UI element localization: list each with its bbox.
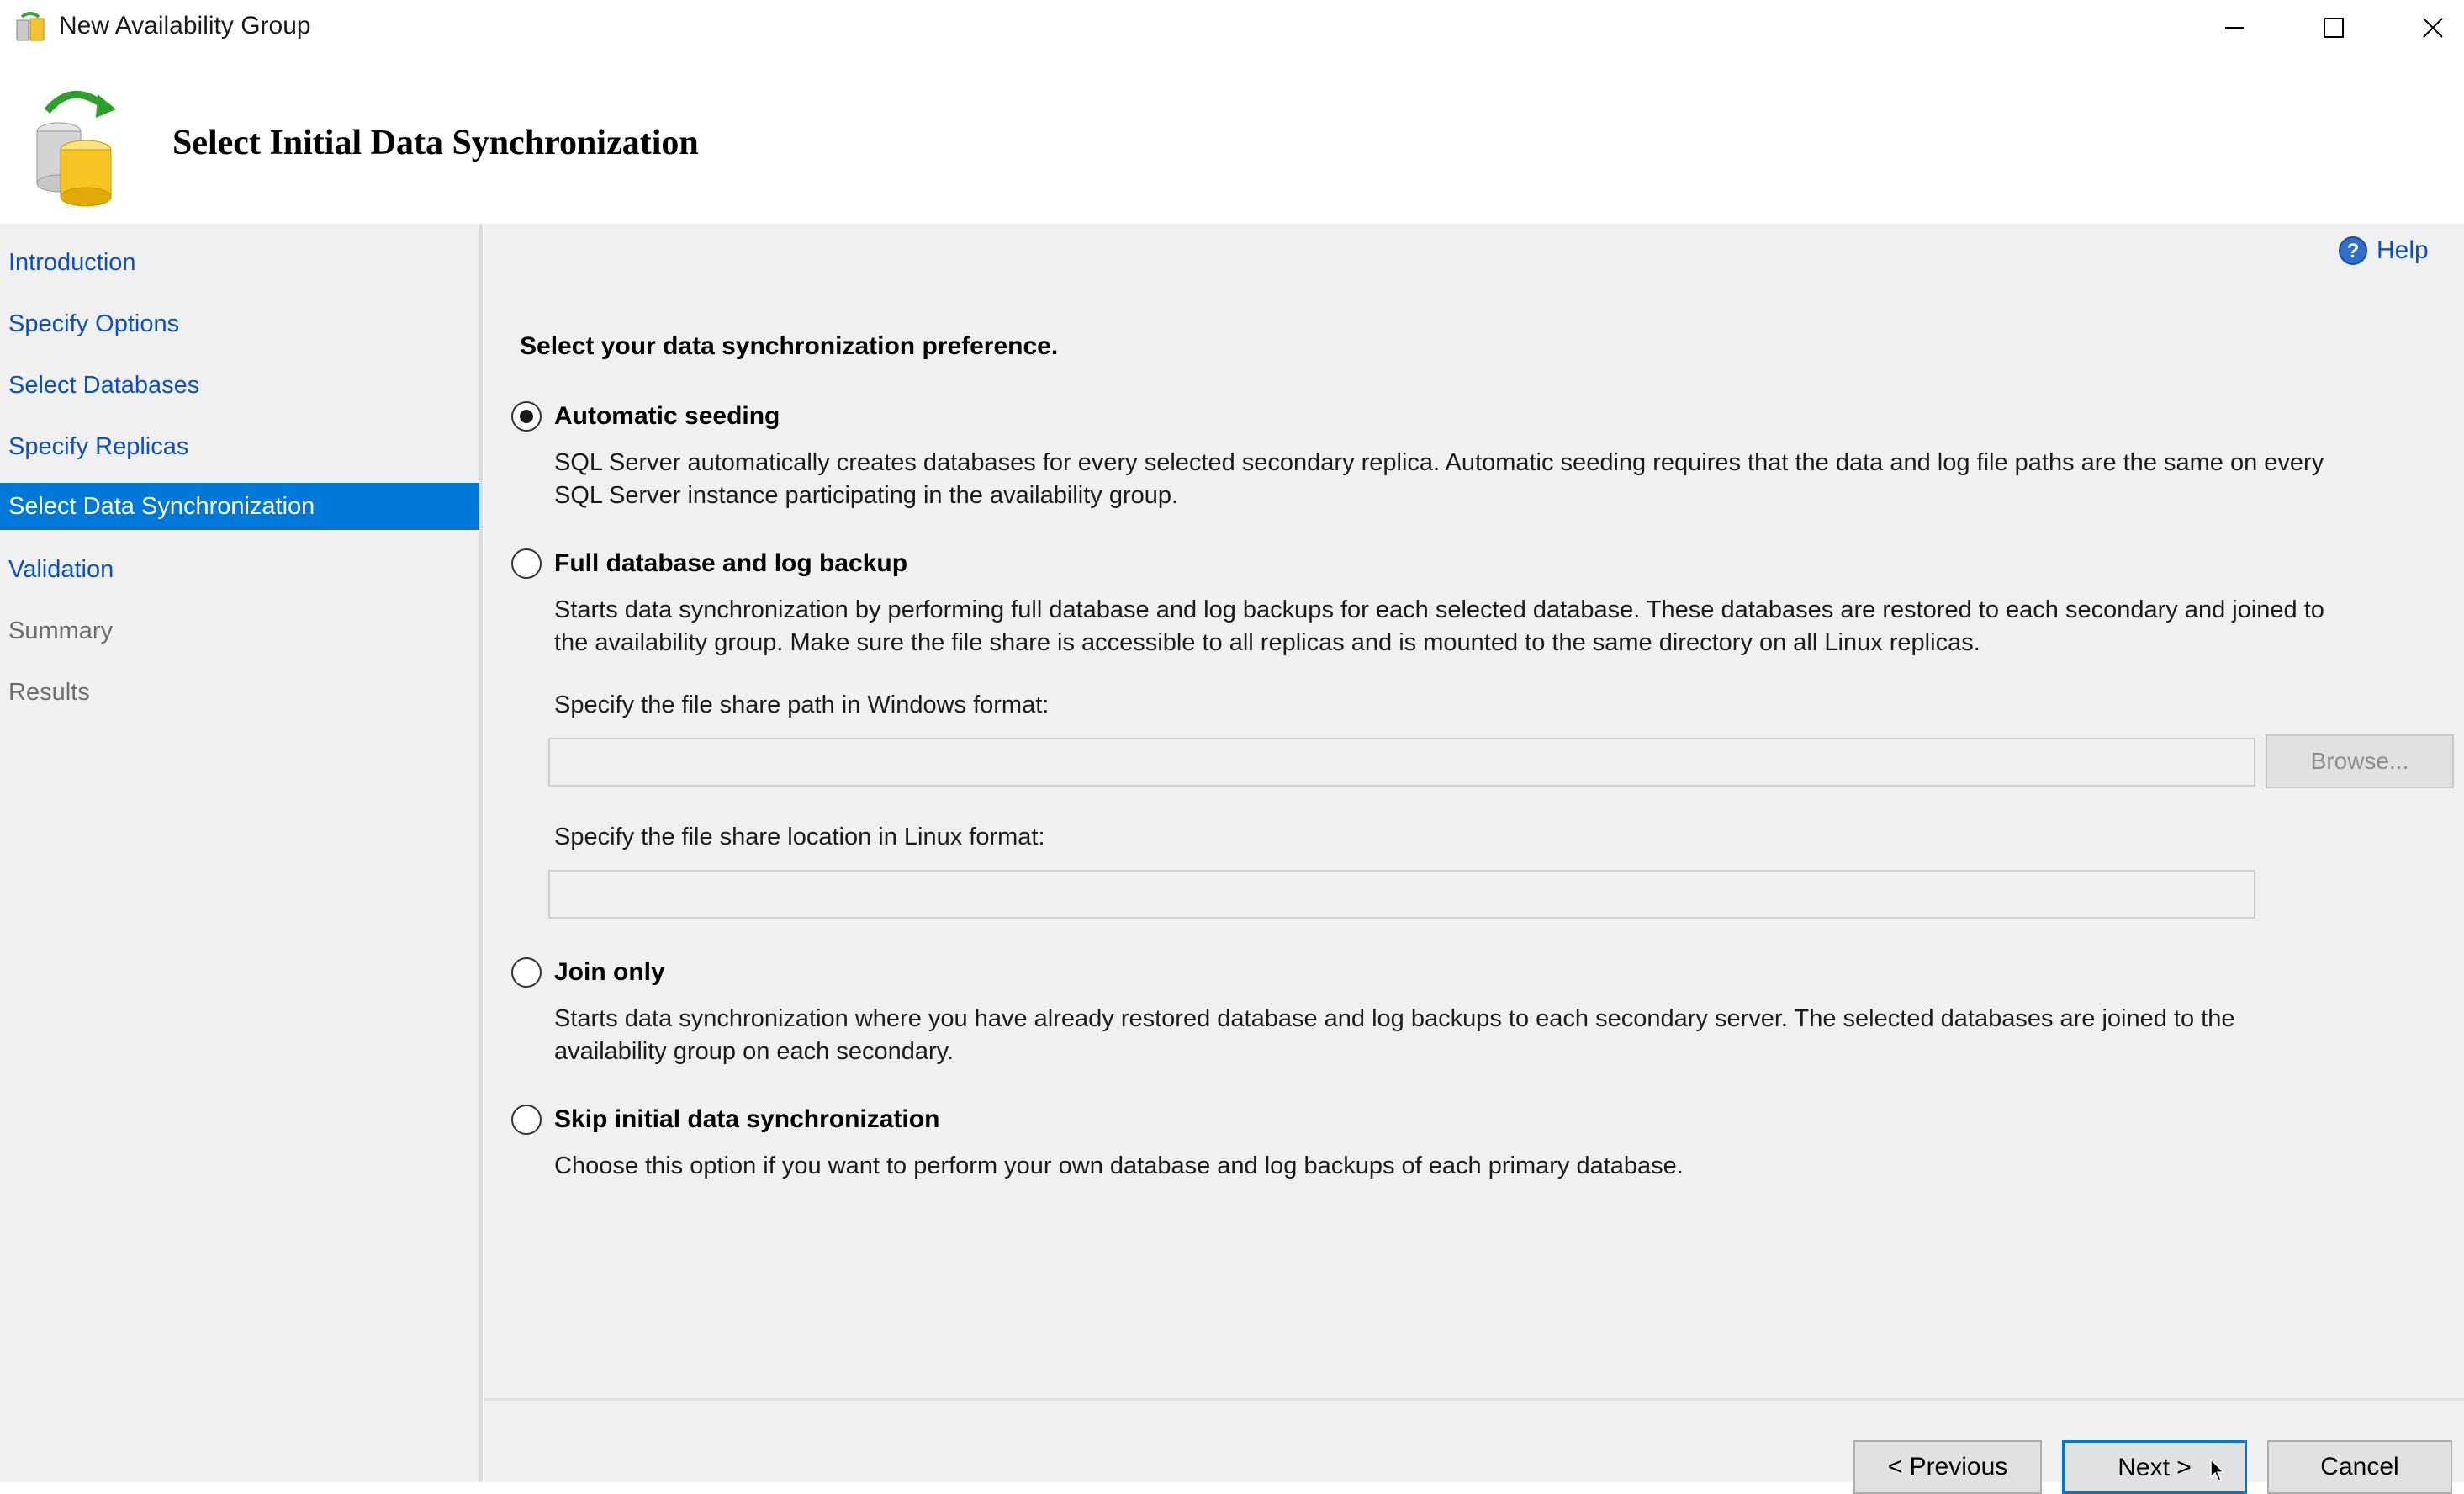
automatic-seeding-label[interactable]: Automatic seeding [554, 402, 780, 430]
mouse-cursor-icon [2210, 1459, 2227, 1482]
sidebar-item-results: Results [8, 679, 90, 706]
help-link[interactable] [2338, 236, 2429, 266]
maximize-button[interactable] [2284, 0, 2383, 56]
close-icon [2420, 15, 2445, 40]
automatic-seeding-description: SQL Server automatically creates databases for every selected secondary replica. Automatic seeding requires that the data and log file paths are the same on every SQL Server instance participating in the availability group. [554, 449, 2324, 509]
main-content-panel [484, 224, 2464, 1482]
sidebar-item-select-data-synchronization[interactable]: Select Data Synchronization [0, 483, 479, 530]
minimize-icon [2222, 15, 2247, 40]
database-sync-icon [17, 81, 135, 207]
full-backup-label[interactable]: Full database and log backup [554, 549, 908, 577]
join-only-label[interactable]: Join only [554, 958, 665, 986]
full-backup-description: Starts data synchronization by performing full database and log backups for each selected database. These databases are restored to each secondary and joined to the availability group. Make sure the file share is accessible to all replicas and is mounted to the same directory on all Linux replicas. [554, 596, 2324, 656]
minimize-button[interactable] [2185, 0, 2284, 56]
join-only-description: Starts data synchronization where you have already restored database and log backups to each secondary server. The selected databases are joined to the availability group on each secondary. [554, 1005, 2235, 1065]
wizard-steps-sidebar [0, 224, 483, 1482]
previous-button[interactable]: < Previous [1853, 1440, 2042, 1494]
next-button[interactable]: Next > [2062, 1440, 2247, 1494]
windows-path-input[interactable] [548, 738, 2255, 787]
app-icon [13, 12, 47, 44]
close-button[interactable] [2383, 0, 2464, 56]
sync-preference-prompt: Select your data synchronization preference. [520, 332, 1059, 360]
footer-separator [484, 1398, 2464, 1401]
window-title: New Availability Group [59, 12, 311, 40]
sidebar-item-select-databases[interactable]: Select Databases [8, 372, 200, 399]
sidebar-item-summary: Summary [8, 617, 114, 644]
join-only-radio[interactable] [511, 957, 542, 988]
help-label: Help [2377, 236, 2429, 264]
title-bar [0, 0, 2464, 56]
sidebar-item-introduction[interactable]: Introduction [8, 249, 136, 276]
sidebar-item-specify-replicas[interactable]: Specify Replicas [8, 433, 189, 460]
linux-path-input[interactable] [548, 870, 2255, 919]
sidebar-item-validation[interactable]: Validation [8, 556, 114, 583]
browse-button[interactable]: Browse... [2266, 734, 2454, 788]
wizard-header [0, 56, 2464, 224]
automatic-seeding-radio[interactable] [511, 401, 542, 432]
page-title: Select Initial Data Synchronization [172, 124, 699, 162]
svg-text:?: ? [2346, 240, 2360, 262]
help-icon [2338, 236, 2368, 266]
skip-sync-description: Choose this option if you want to perform your own database and log backups of each primary database. [554, 1152, 1684, 1179]
sidebar-item-specify-options[interactable]: Specify Options [8, 310, 180, 337]
full-backup-radio[interactable] [511, 548, 542, 579]
skip-sync-label[interactable]: Skip initial data synchronization [554, 1105, 940, 1133]
maximize-icon [2321, 15, 2346, 40]
linux-path-label: Specify the file share location in Linux format: [554, 824, 1045, 850]
skip-sync-radio[interactable] [511, 1105, 542, 1135]
windows-path-label: Specify the file share path in Windows format: [554, 691, 1050, 718]
cancel-button[interactable]: Cancel [2267, 1440, 2452, 1494]
